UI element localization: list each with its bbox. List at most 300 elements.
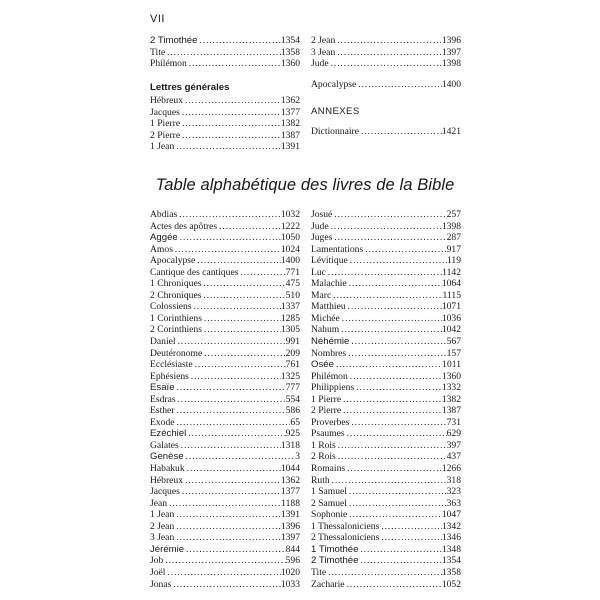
dot-leader xyxy=(363,244,446,256)
toc-entry xyxy=(311,498,461,510)
book-name: Job xyxy=(150,555,164,567)
page-number-ref: 1360 xyxy=(280,58,300,70)
page-number-ref: 1400 xyxy=(280,255,300,267)
toc-entry xyxy=(311,544,461,556)
toc-entry xyxy=(311,244,461,256)
page-number-ref: 1142 xyxy=(442,266,461,278)
book-name: 2 Pierre xyxy=(311,405,342,417)
toc-entry xyxy=(311,371,461,383)
page-number-ref: 917 xyxy=(446,243,461,255)
page-number-ref: 567 xyxy=(446,336,461,348)
book-name: Actes des apôtres xyxy=(150,220,218,232)
book-name: Esther xyxy=(150,405,175,417)
page-number-ref: 629 xyxy=(446,428,461,440)
book-name: 2 Thessaloniciens xyxy=(311,532,380,544)
book-name: Tite xyxy=(311,566,327,578)
page-number-ref: 1360 xyxy=(441,370,461,382)
spacer xyxy=(311,119,461,126)
dot-leader xyxy=(238,267,285,279)
page-number-ref: 287 xyxy=(446,232,461,244)
page-number-ref: 1362 xyxy=(280,95,300,107)
toc-entry xyxy=(150,509,300,521)
alpha-right-list xyxy=(311,209,461,590)
page-number-ref: 397 xyxy=(446,439,461,451)
page-number-ref: 1398 xyxy=(441,220,461,232)
dot-leader xyxy=(179,440,281,452)
toc-entry xyxy=(311,35,461,47)
toc-entry xyxy=(311,221,461,233)
page-number-ref: 777 xyxy=(285,382,300,394)
page-number-ref: 1042 xyxy=(441,324,461,336)
book-name: Apocalypse xyxy=(311,78,357,90)
page-number-ref: 1050 xyxy=(280,232,300,244)
dot-leader xyxy=(349,417,446,429)
toc-entry xyxy=(311,359,461,371)
page-number-ref: 1346 xyxy=(441,532,461,544)
page-number-ref: 1064 xyxy=(441,278,461,290)
toc-entry xyxy=(150,440,300,452)
toc-entry xyxy=(311,394,461,406)
toc-entry xyxy=(150,141,300,153)
page-number-ref: 1188 xyxy=(281,497,300,509)
page-number-ref: 1020 xyxy=(280,566,300,578)
dot-leader xyxy=(336,440,447,452)
toc-entry xyxy=(311,301,461,313)
book-name: Osée xyxy=(311,359,334,371)
book-name: Jonas xyxy=(150,578,172,590)
page-number-ref: 586 xyxy=(285,405,300,417)
dot-leader xyxy=(197,35,280,47)
page-number-ref: 1362 xyxy=(280,474,300,486)
dot-leader xyxy=(379,521,442,533)
book-name: Joël xyxy=(150,566,166,578)
dot-leader xyxy=(329,58,442,70)
toc-entry xyxy=(150,521,300,533)
page-number-ref: 1044 xyxy=(280,463,300,475)
book-name: Nombres xyxy=(311,347,347,359)
dot-leader xyxy=(202,348,285,360)
dot-leader xyxy=(341,405,442,417)
book-name: Galates xyxy=(150,439,179,451)
page-number-ref: 1318 xyxy=(280,439,300,451)
toc-entry xyxy=(150,567,300,579)
toc-entry xyxy=(150,359,300,371)
dot-leader xyxy=(176,394,286,406)
page-number-ref: 1047 xyxy=(441,509,461,521)
dot-leader xyxy=(347,509,442,521)
toc-entry xyxy=(311,567,461,579)
toc-entry xyxy=(150,107,300,119)
toc-entry xyxy=(150,209,300,221)
dot-leader xyxy=(180,486,281,498)
page-number-ref: 771 xyxy=(285,266,300,278)
dot-leader xyxy=(358,544,441,556)
dot-leader xyxy=(329,221,442,233)
toc-entry xyxy=(150,232,300,244)
book-name: 1 Thessaloniciens xyxy=(311,520,380,532)
toc-entry xyxy=(150,405,300,417)
page-number-ref: 1348 xyxy=(441,543,461,555)
book-name: Matthieu xyxy=(311,301,346,313)
dot-leader xyxy=(346,301,442,313)
book-name: Esaïe xyxy=(150,382,175,394)
toc-entry xyxy=(150,428,300,440)
toc-entry xyxy=(150,417,300,429)
dot-leader xyxy=(174,141,281,153)
book-name: Romains xyxy=(311,463,346,475)
book-name: 2 Corinthiens xyxy=(150,324,202,336)
toc-entry xyxy=(150,371,300,383)
page-number-ref: 510 xyxy=(285,289,300,301)
page-number-ref: 3 xyxy=(295,451,300,463)
toc-entry xyxy=(150,498,300,510)
toc-entry xyxy=(150,313,300,325)
toc-entry xyxy=(150,244,300,256)
dot-leader xyxy=(167,498,281,510)
dot-leader xyxy=(379,532,442,544)
dot-leader xyxy=(334,359,442,371)
alpha-left-column xyxy=(150,209,300,590)
dot-leader xyxy=(217,221,281,233)
page-number-ref: 475 xyxy=(285,278,300,290)
page-number-ref: 1358 xyxy=(441,566,461,578)
dot-leader xyxy=(332,232,446,244)
toc-entry xyxy=(150,118,300,130)
dot-leader xyxy=(183,95,281,107)
book-name: Deutéronome xyxy=(150,347,203,359)
book-name: Jude xyxy=(311,58,329,70)
page-number-ref: 761 xyxy=(285,359,300,371)
page-number-ref: 1036 xyxy=(441,312,461,324)
book-name: Ruth xyxy=(311,474,330,486)
page-number-ref: 925 xyxy=(285,428,300,440)
toc-entry xyxy=(311,521,461,533)
book-name: 2 Pierre xyxy=(150,129,181,141)
dot-leader xyxy=(345,579,442,591)
dot-leader xyxy=(183,475,281,487)
dot-leader xyxy=(202,313,281,325)
dot-leader xyxy=(348,371,442,383)
page-number-ref: 1305 xyxy=(280,324,300,336)
toc-entry xyxy=(311,405,461,417)
page-number-ref: 596 xyxy=(285,555,300,567)
page-number-ref: 1342 xyxy=(441,520,461,532)
toc-entry xyxy=(150,394,300,406)
dot-leader xyxy=(331,290,442,302)
dot-leader xyxy=(356,79,442,91)
page-number-ref: 1396 xyxy=(280,520,300,532)
dot-leader xyxy=(332,209,446,221)
toc-entry xyxy=(150,255,300,267)
book-name: Josué xyxy=(311,209,333,220)
page-number-ref: 437 xyxy=(446,451,461,463)
toc-entry xyxy=(311,451,461,463)
book-name: Jean xyxy=(150,497,168,509)
toc-entry xyxy=(150,221,300,233)
toc-entry xyxy=(311,126,461,138)
spacer xyxy=(150,70,300,82)
page-number-ref: 65 xyxy=(290,416,300,428)
alpha-right-column xyxy=(311,209,461,590)
book-name: Tite xyxy=(150,46,166,58)
dot-leader xyxy=(193,359,286,371)
dot-leader xyxy=(345,463,442,475)
toc-entry xyxy=(150,555,300,567)
dot-leader xyxy=(326,267,442,279)
book-name: 2 Jean xyxy=(150,520,175,532)
book-name: Dictionnaire xyxy=(311,126,359,138)
dot-leader xyxy=(184,451,296,463)
toc-entry xyxy=(150,382,300,394)
book-name: Zacharie xyxy=(311,578,345,590)
dot-leader xyxy=(345,428,447,440)
apocalypse-entry xyxy=(311,79,461,91)
book-name: 1 Pierre xyxy=(150,118,181,130)
toc-entry xyxy=(311,463,461,475)
page-number-ref: 1397 xyxy=(280,532,300,544)
toc-entry xyxy=(311,579,461,591)
toc-entry xyxy=(150,579,300,591)
page-number-ref: 1400 xyxy=(441,78,461,90)
dot-leader xyxy=(202,324,281,336)
dot-leader xyxy=(165,567,280,579)
page-number-ref: 844 xyxy=(285,543,300,555)
book-name: 1 Jean xyxy=(150,141,175,153)
dot-leader xyxy=(348,255,447,267)
dot-leader xyxy=(347,486,447,498)
toc-entry xyxy=(150,463,300,475)
book-name: Proverbes xyxy=(311,416,350,428)
page-number-ref: 991 xyxy=(285,336,300,348)
spacer xyxy=(311,90,461,105)
page-number-ref: 1391 xyxy=(280,141,300,153)
dot-leader xyxy=(180,107,281,119)
book-name: Psaumes xyxy=(311,428,345,440)
dot-leader xyxy=(174,521,281,533)
book-name: Jérémie xyxy=(150,543,185,555)
book-name: Philémon xyxy=(150,58,187,70)
dot-leader xyxy=(358,555,441,567)
book-name: Apocalypse xyxy=(150,255,196,267)
book-name: Ephésiens xyxy=(150,370,189,382)
book-name: Néhémie xyxy=(311,336,350,348)
toc-entry xyxy=(311,232,461,244)
toc-entry xyxy=(150,324,300,336)
toc-entry xyxy=(150,475,300,487)
book-name: Lévitique xyxy=(311,255,348,267)
book-name: 1 Jean xyxy=(150,509,175,521)
toc-entry xyxy=(150,532,300,544)
toc-entry xyxy=(150,95,300,107)
top-right-list xyxy=(311,35,461,70)
page-number-ref: 1033 xyxy=(280,578,300,590)
book-name: 2 Timothée xyxy=(311,555,359,567)
dot-leader xyxy=(165,47,281,59)
toc-entry xyxy=(311,428,461,440)
page-number-ref: 1391 xyxy=(280,509,300,521)
toc-entry xyxy=(150,130,300,142)
page-number-ref: 1011 xyxy=(442,359,461,371)
book-name: Hébreux xyxy=(150,474,184,486)
dot-leader xyxy=(180,130,281,142)
book-name: Michée xyxy=(311,312,340,324)
book-name: Jacques xyxy=(150,106,180,118)
toc-entry xyxy=(311,290,461,302)
page-number-ref: 1421 xyxy=(441,126,461,138)
toc-entry xyxy=(311,58,461,70)
dot-leader xyxy=(186,428,285,440)
book-name: 2 Chroniques xyxy=(150,289,202,301)
dot-leader xyxy=(335,35,442,47)
book-name: 1 Chroniques xyxy=(150,278,202,290)
page-number-ref: 119 xyxy=(446,255,461,267)
book-name: 2 Rois xyxy=(311,451,336,463)
book-name: 2 Samuel xyxy=(311,497,347,509)
book-name: Amos xyxy=(150,243,173,255)
dot-leader xyxy=(177,209,281,221)
toc-entry xyxy=(150,486,300,498)
page-number-ref: 363 xyxy=(446,497,461,509)
top-right-column xyxy=(311,35,461,138)
toc-entry xyxy=(311,509,461,521)
page-number-ref: 318 xyxy=(446,474,461,486)
page-number-ref: 1377 xyxy=(280,486,300,498)
book-name: 1 Pierre xyxy=(311,393,342,405)
page-number-ref: 1387 xyxy=(280,129,300,141)
book-name: Ezéchiel xyxy=(150,428,187,440)
dot-leader xyxy=(174,509,281,521)
page-number-ref: 1398 xyxy=(441,58,461,70)
book-name: Ecclésiaste xyxy=(150,359,193,371)
toc-entry xyxy=(150,278,300,290)
dot-leader xyxy=(173,244,281,256)
toc-entry xyxy=(311,440,461,452)
page-number-ref: 1382 xyxy=(441,393,461,405)
toc-entry xyxy=(311,267,461,279)
page-number-ref: 1358 xyxy=(280,46,300,58)
book-name: Habakuk xyxy=(150,463,185,475)
page-number-ref: 1396 xyxy=(441,35,461,46)
page-number-ref: 1285 xyxy=(280,312,300,324)
dot-leader xyxy=(346,348,446,360)
toc-entry xyxy=(311,486,461,498)
toc-entry xyxy=(311,417,461,429)
toc-entry xyxy=(150,451,300,463)
section-heading-lettres-generales: Lettres générales xyxy=(150,82,230,94)
dot-leader xyxy=(175,382,286,394)
page-number-ref: 731 xyxy=(446,416,461,428)
toc-entry xyxy=(311,255,461,267)
dot-leader xyxy=(359,126,442,138)
dot-leader xyxy=(330,475,447,487)
toc-entry xyxy=(150,301,300,313)
page-number-ref: 1354 xyxy=(280,35,300,46)
page-number-ref: 157 xyxy=(446,347,461,359)
spacer xyxy=(311,70,461,79)
page-number-ref: 1397 xyxy=(441,46,461,58)
book-name: Hébreux xyxy=(150,95,184,107)
toc-entry xyxy=(311,79,461,91)
toc-entry xyxy=(311,324,461,336)
page-number-ref: 209 xyxy=(285,347,300,359)
dot-leader xyxy=(347,498,447,510)
dot-leader xyxy=(339,324,442,336)
page-number-ref: 554 xyxy=(285,393,300,405)
dot-leader xyxy=(176,336,286,348)
page-number-ref: 1024 xyxy=(280,243,300,255)
page-number-ref: 1115 xyxy=(442,289,461,301)
alpha-left-list xyxy=(150,209,300,590)
page-number-ref: 323 xyxy=(446,486,461,498)
toc-entry xyxy=(150,348,300,360)
book-name: 2 Jean xyxy=(311,35,336,46)
dot-leader xyxy=(178,232,281,244)
page-number-ref: 1377 xyxy=(280,106,300,118)
toc-entry xyxy=(150,290,300,302)
toc-entry xyxy=(150,58,300,70)
dot-leader xyxy=(163,555,285,567)
dot-leader xyxy=(340,313,442,325)
page-number-ref: 1032 xyxy=(280,209,300,220)
dot-leader xyxy=(349,336,446,348)
dot-leader xyxy=(201,278,285,290)
dot-leader xyxy=(201,290,285,302)
toc-entry xyxy=(311,313,461,325)
dot-leader xyxy=(347,278,442,290)
toc-entry xyxy=(311,278,461,290)
toc-entry xyxy=(311,47,461,59)
toc-entry xyxy=(150,336,300,348)
dot-leader xyxy=(175,417,291,429)
dot-leader xyxy=(180,118,281,130)
book-name: Nahum xyxy=(311,324,340,336)
book-name: Colossiens xyxy=(150,301,192,313)
top-left-column xyxy=(150,35,300,153)
book-name: Philémon xyxy=(311,370,348,382)
dot-leader xyxy=(336,451,447,463)
dot-leader xyxy=(171,579,280,591)
page-number-ref: 1332 xyxy=(441,382,461,394)
toc-entry xyxy=(311,209,461,221)
book-name: Esdras xyxy=(150,393,176,405)
book-name: Daniel xyxy=(150,336,176,348)
page-number: VII xyxy=(150,13,165,25)
dot-leader xyxy=(195,255,281,267)
book-name: 3 Jean xyxy=(150,532,175,544)
book-name: Marc xyxy=(311,289,332,301)
top-left-list xyxy=(150,35,300,70)
alphabetical-table-title: Table alphabétique des livres de la Bible xyxy=(155,176,455,194)
book-name: Exode xyxy=(150,416,175,428)
book-name: 1 Timothée xyxy=(311,543,359,555)
dot-leader xyxy=(192,301,281,313)
dot-leader xyxy=(185,463,281,475)
book-name: Cantique des cantiques xyxy=(150,266,239,278)
book-name: 1 Samuel xyxy=(311,486,347,498)
page-number-ref: 1354 xyxy=(441,555,461,567)
toc-entry xyxy=(311,336,461,348)
book-name: Abdias xyxy=(150,209,178,220)
toc-entry xyxy=(150,267,300,279)
lettres-generales-list xyxy=(150,95,300,153)
book-name: 1 Rois xyxy=(311,439,336,451)
book-name: Lamentations xyxy=(311,243,364,255)
toc-entry xyxy=(311,348,461,360)
page-number-ref: 1052 xyxy=(441,578,461,590)
dot-leader xyxy=(175,405,286,417)
page-number-ref: 257 xyxy=(446,209,461,220)
book-name: 2 Timothée xyxy=(150,35,198,46)
